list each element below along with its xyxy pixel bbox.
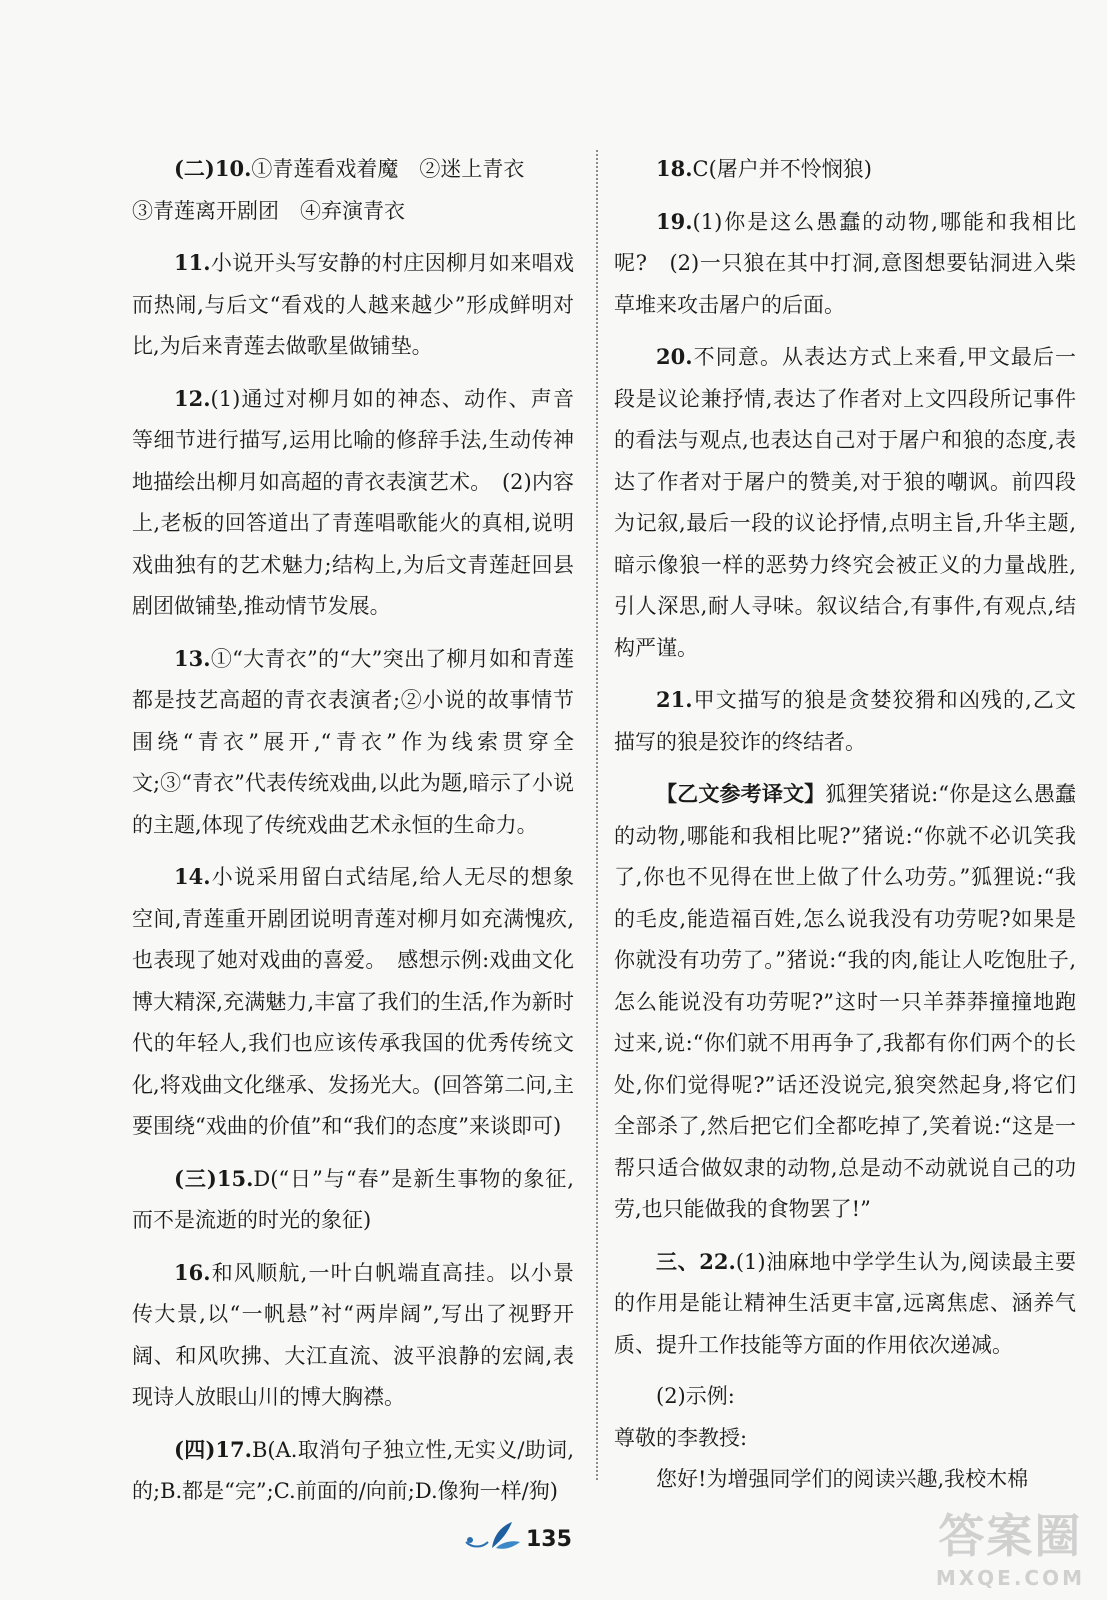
answer-text: D(“日”与“春”是新生事物的象征,而不是流逝的时光的象征) <box>132 1166 574 1232</box>
question-number: 18. <box>656 156 693 181</box>
answer-18 <box>614 148 1076 191</box>
answer-17 <box>132 1429 574 1513</box>
answer-text: 和风顺航,一叶白帆端直高挂。以小景传大景,以“一帆悬”衬“两岸阔”,写出了视野开阔、和风吹拂、大江直流、波平浪静的宏阔,表现诗人放眼山川的博大胸襟。 <box>132 1260 574 1409</box>
answer-text: 小说开头写安静的村庄因柳月如来唱戏而热闹,与后文“看戏的人越来越少”形成鲜明对比,为后来青莲去做歌星做铺垫。 <box>132 251 574 358</box>
question-number: (三)15. <box>174 1165 254 1191</box>
question-number: 21. <box>656 687 693 712</box>
answer-22-example-label: (2)示例: <box>656 1384 735 1408</box>
answer-16 <box>132 1252 574 1419</box>
translation-text: 狐狸笑猪说:“你是这么愚蠢的动物,哪能和我相比呢?”猪说:“你就不必讥笑我了,你也不见得在世上做了什么功劳。”狐狸说:“我的毛皮,能造福百姓,怎么说我没有功劳呢?如果是你就没有功劳了。”猪说:“我的肉,能让人吃饱肚子,怎么能说没有功劳呢?”这时一只羊莽莽撞撞地跑过来,说:“你们就不用再争了,我都有你们两个的长处,你们觉得呢?”话还没说完,狼突然起身,将它们全部杀了,然后把它们全都吃掉了,笑着说:“这是一帮只适合做奴隶的动物,总是动不动就说自己的功劳,也只能做我的食物罢了!” <box>614 782 1076 1221</box>
answer-13 <box>132 638 574 847</box>
question-number: 13. <box>174 645 211 671</box>
answer-text: (1)你是这么愚蠢的动物,哪能和我相比呢? (2)一只狼在其中打洞,意图想要钻洞进入柴草堆来攻击屠户的后面。 <box>614 209 1076 317</box>
watermark <box>936 1500 1085 1590</box>
question-number: 三、22. <box>656 1248 736 1274</box>
answer-text: 甲文描写的狼是贪婪狡猾和凶残的,乙文描写的狼是狡诈的终结者。 <box>614 688 1076 754</box>
left-column <box>132 148 574 1513</box>
answer-text: B(A.取消句子独立性,无实义/助词,的;B.都是“完”;C.前面的/向前;D.像狗一样/狗) <box>132 1437 574 1503</box>
question-number: 16. <box>174 1259 211 1285</box>
answer-10-cont: ③青莲离开剧团 ④弃演青衣 <box>132 198 405 223</box>
answer-22 <box>614 1241 1076 1367</box>
column-divider <box>596 150 598 1480</box>
answer-12 <box>132 378 574 628</box>
answer-text: ①青莲看戏着魔 ②迷上青衣 <box>251 157 525 181</box>
question-number: 12. <box>174 385 211 411</box>
letter-salutation: 尊敬的李教授: <box>614 1425 748 1450</box>
watermark-logo: 答案圈 <box>938 1509 1083 1563</box>
answer-text: (1)油麻地中学学生认为,阅读最主要的作用是能让精神生活更丰富,远离焦虑、涵养气质、提升工作技能等方面的作用依次递减。 <box>614 1249 1076 1357</box>
right-column <box>614 148 1076 1501</box>
answer-14 <box>132 856 574 1148</box>
question-number: 20. <box>656 344 693 369</box>
answer-21 <box>614 679 1076 763</box>
answer-text: (1)通过对柳月如的神态、动作、声音等细节进行描写,运用比喻的修辞手法,生动传神地描绘出柳月如高超的青衣表演艺术。 (2)内容上,老板的回答道出了青莲唱歌能火的真相,说明戏曲独有的艺术魅力;结构上,为后文青莲赶回县剧团做铺垫,推动情节发展。 <box>132 386 574 618</box>
question-number: 11. <box>174 250 211 275</box>
answer-10 <box>132 148 574 191</box>
answer-19 <box>614 201 1076 327</box>
answer-20 <box>614 336 1076 669</box>
answer-15 <box>132 1158 574 1242</box>
translation-paragraph <box>614 773 1076 1231</box>
question-number: (四)17. <box>174 1436 252 1462</box>
question-number: (二)10. <box>174 156 252 181</box>
page-number: 135 <box>526 1527 572 1552</box>
answer-text: 小说采用留白式结尾,给人无尽的想象空间,青莲重开剧团说明青莲对柳月如充满愧疚,也表现了她对戏曲的喜爱。 感想示例:戏曲文化博大精深,充满魅力,丰富了我们的生活,作为新时代的年轻人,我们也应该传承我国的优秀传统文化,将戏曲文化继承、发扬光大。(回答第二问,主要围绕“戏曲的价值”和“我们的态度”来谈即可) <box>132 865 574 1138</box>
answer-text: ①“大青衣”的“大”突出了柳月如和青莲都是技艺高超的青衣表演者;②小说的故事情节围绕“青衣”展开,“青衣”作为线索贯穿全文;③“青衣”代表传统戏曲,以此为题,暗示了小说的主题,体现了传统戏曲艺术永恒的生命力。 <box>132 646 574 837</box>
question-number: 14. <box>174 864 211 889</box>
letter-body: 您好!为增强同学们的阅读兴趣,我校木棉 <box>656 1467 1029 1491</box>
watermark-url: MXQE.COM <box>935 1566 1085 1590</box>
translation-label: 【乙文参考译文】 <box>656 781 826 806</box>
leaf-ornament-icon <box>462 1518 524 1552</box>
answer-text: C(屠户并不怜悯狼) <box>692 157 872 181</box>
answer-text: 不同意。从表达方式上来看,甲文最后一段是议论兼抒情,表达了作者对上文四段所记事件的看法与观点,也表达自己对于屠户和狼的态度,表达了作者对于屠户的赞美,对于狼的嘲讽。前四段为记叙,最后一段的议论抒情,点明主旨,升华主题,暗示像狼一样的恶势力终究会被正义的力量战胜,引人深思,耐人寻味。叙议结合,有事件,有观点,结构严谨。 <box>614 345 1076 660</box>
answer-11 <box>132 242 574 368</box>
question-number: 19. <box>656 208 693 234</box>
